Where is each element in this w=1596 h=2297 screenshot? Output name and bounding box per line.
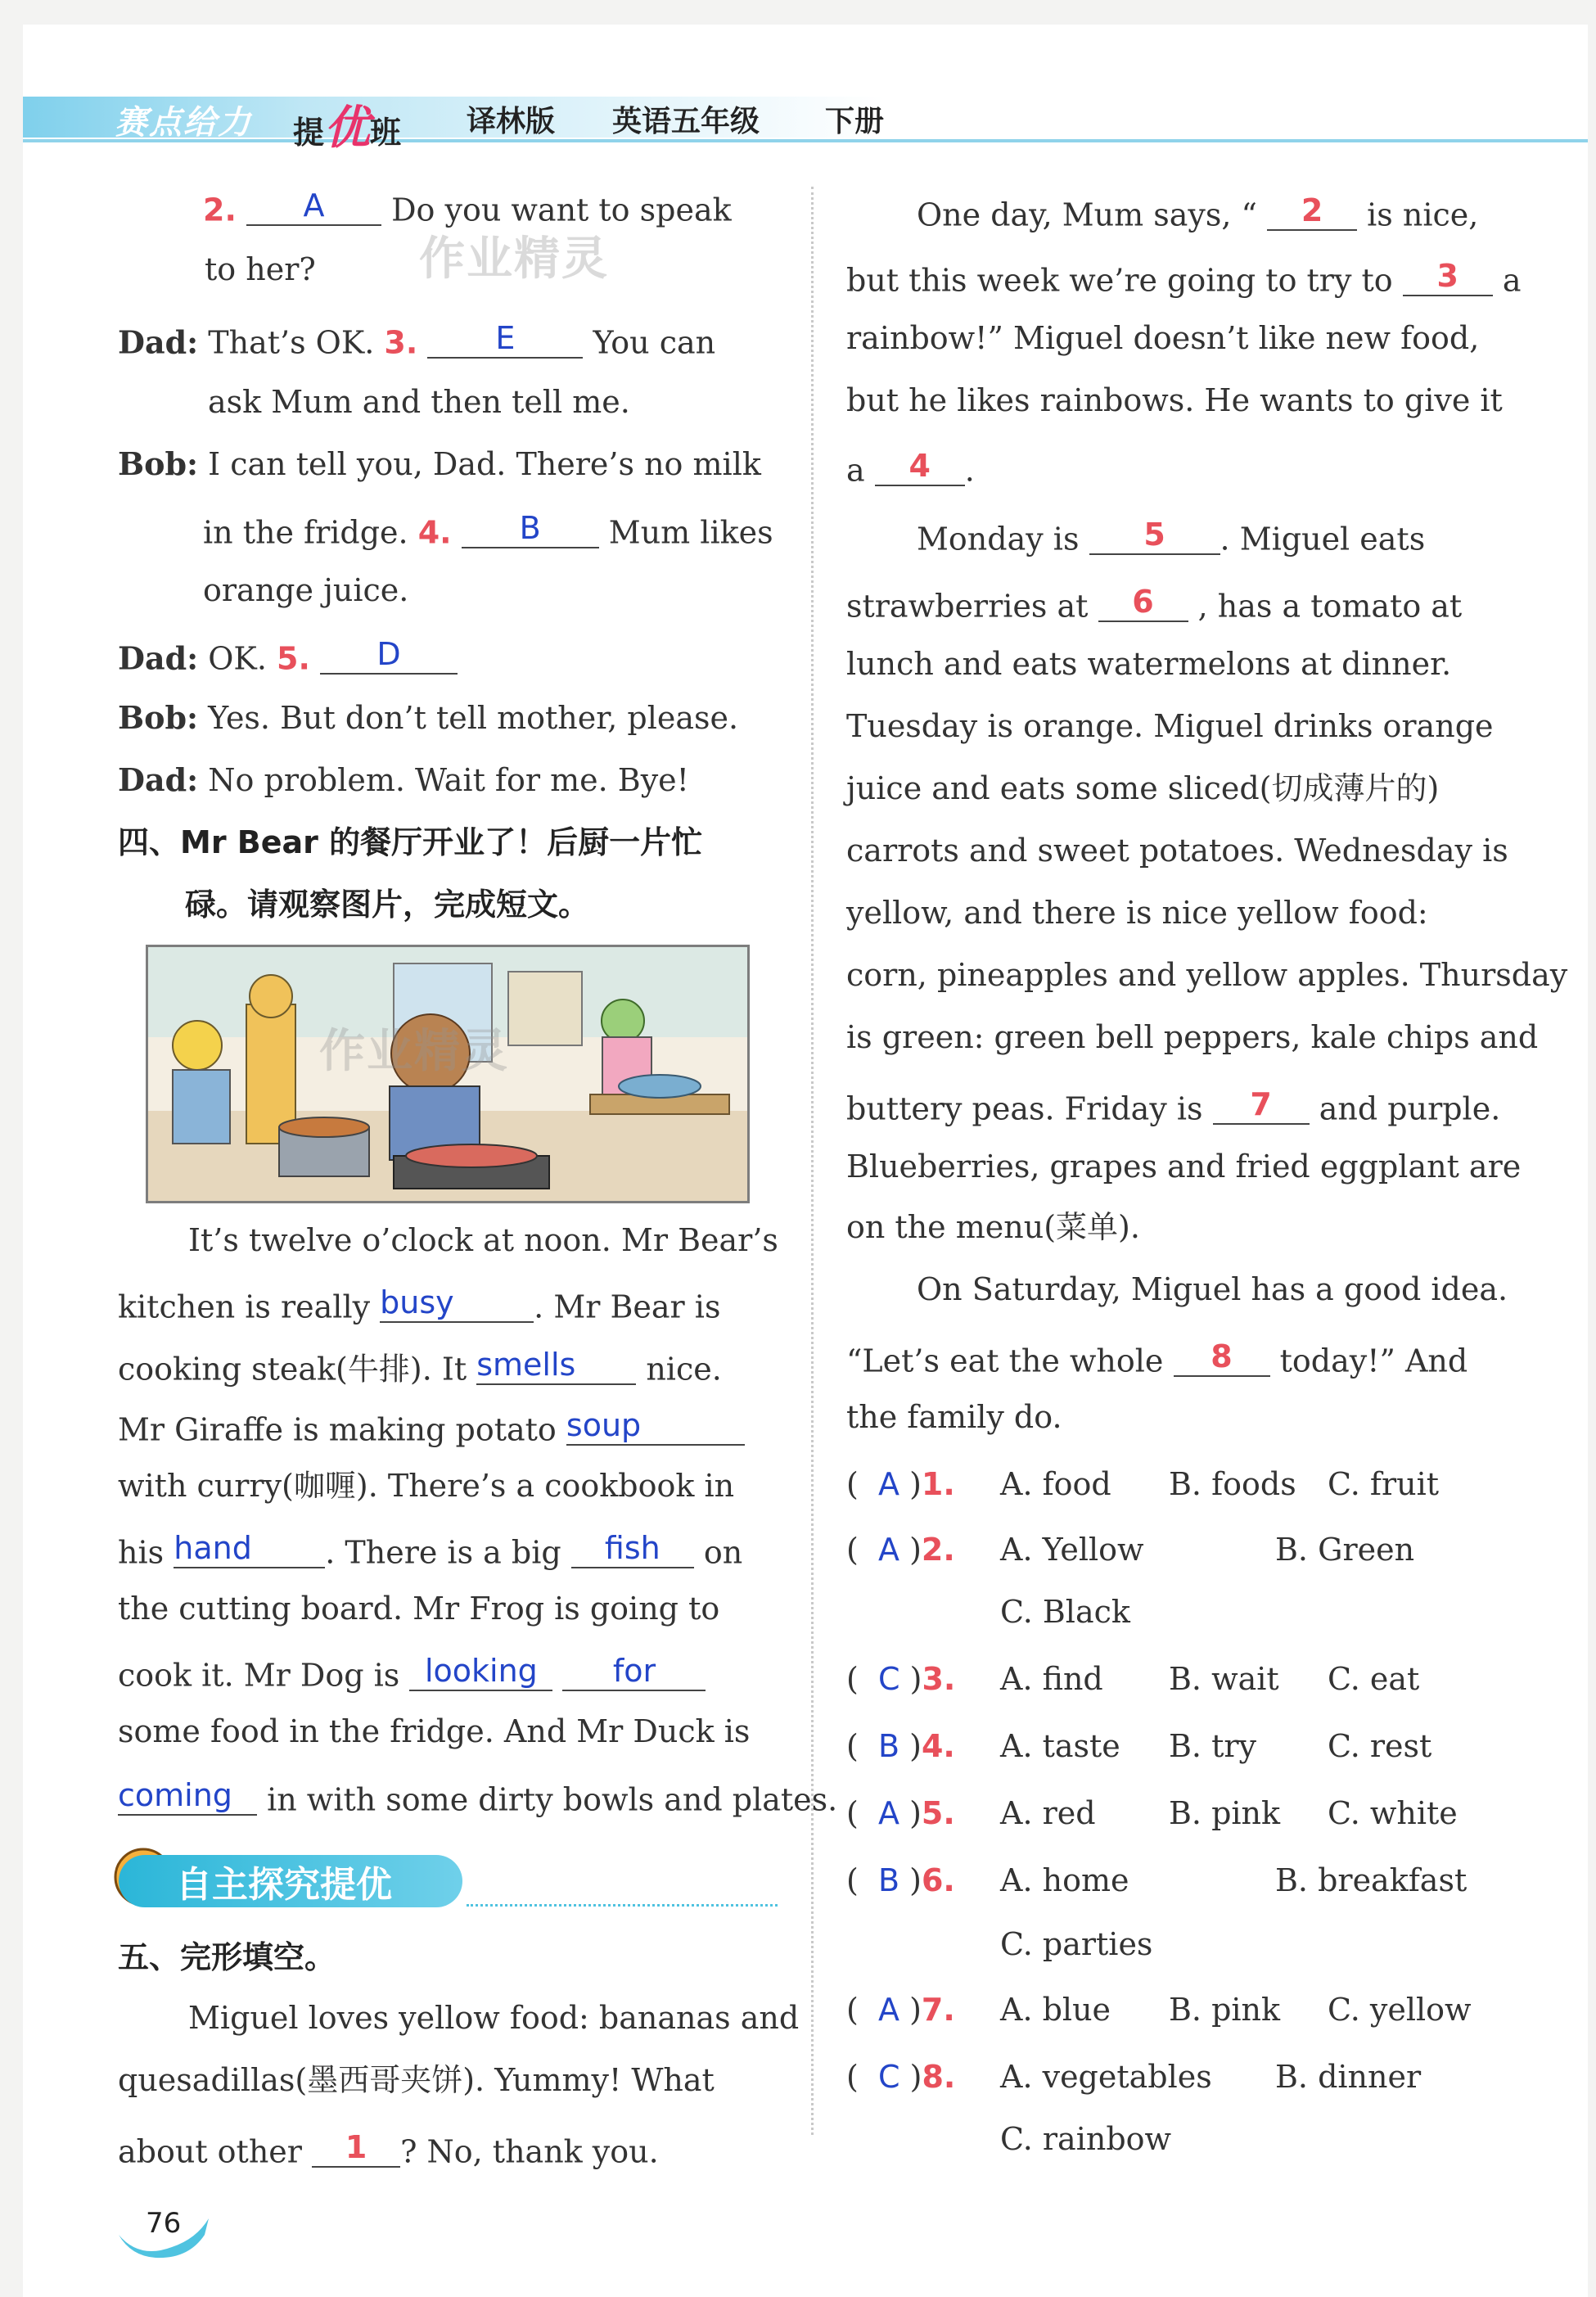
choice-paren: ( B )6. [846,1862,955,1898]
section-title-band [119,1855,462,1907]
passage-line: On Saturday, Miguel has a good idea. [917,1271,1508,1307]
passage-line: but this week we’re going to try to 3 a [846,258,1522,299]
passage-line: about other 1 ? No, thank you. [118,2129,659,2170]
choice-option[interactable]: C. white [1328,1795,1458,1831]
passage-line: lunch and eats watermelons at dinner. [846,646,1452,682]
watermark: 作业精灵 [319,1025,509,1078]
passage-line: with curry(咖喱). There’s a cookbook in [118,1468,735,1504]
choice-option[interactable]: A. vegetables [1000,2059,1212,2095]
brand-title: 赛点给力 [115,104,252,142]
passage-line: is green: green bell peppers, kale chips and [846,1019,1539,1055]
choice-paren: ( A )5. [846,1795,955,1831]
passage-line: cook it. Mr Dog is looking for [118,1654,706,1691]
passage-line: yellow, and there is nice yellow food: [846,895,1428,931]
choice-option[interactable]: B. dinner [1275,2059,1422,2095]
passage-line: coming in with some dirty bowls and plates. [118,1777,838,1818]
passage-line: buttery peas. Friday is 7 and purple. [846,1086,1501,1127]
page-number: 76 [146,2207,182,2240]
choice-option[interactable]: C. yellow [1328,1992,1472,2028]
passage-line: It’s twelve o’clock at noon. Mr Bear’s [188,1222,778,1258]
passage-line: the cutting board. Mr Frog is going to [118,1591,720,1627]
choice-option[interactable]: A. blue [1000,1992,1111,2028]
passage-line: quesadillas(墨西哥夹饼). Yummy! What [118,2062,715,2098]
passage-line: some food in the fridge. And Mr Duck is [118,1713,751,1749]
choice-option[interactable]: C. parties [1000,1926,1153,1962]
header-rule [23,139,1588,142]
dialogue-line: in the fridge. 4. B Mum likes [203,510,773,551]
choice-option[interactable]: A. food [1000,1466,1111,1502]
passage-line: carrots and sweet potatoes. Wednesday is [846,833,1508,869]
part5-title: 五、完形填空。 [118,1939,336,1975]
choice-paren: ( A )7. [846,1992,955,2028]
passage-line: on the menu(菜单). [846,1209,1140,1245]
dialogue-line: Bob: I can tell you, Dad. There’s no milk [118,445,761,482]
part4-title: 四、Mr Bear 的餐厅开业了！后厨一片忙 [118,824,703,860]
passage-line: kitchen is really busy . Mr Bear is [118,1284,721,1325]
choice-option[interactable]: C. eat [1328,1661,1420,1697]
passage-line: corn, pineapples and yellow apples. Thursday [846,957,1568,993]
dialogue-line: ask Mum and then tell me. [208,384,630,420]
watermark: 作业精灵 [419,232,609,286]
passage-line: Monday is 5 . Miguel eats [917,517,1426,557]
column-divider [811,187,814,2135]
passage-line: the family do. [846,1399,1062,1435]
choice-paren: ( A )2. [846,1532,955,1568]
passage-line: cooking steak(牛排). It smells nice. [118,1347,722,1388]
choice-option[interactable]: C. rest [1328,1728,1432,1764]
dialogue-line: Dad: OK. 5. D [118,637,458,675]
header-band [23,97,1588,138]
choice-paren: ( B )4. [846,1728,955,1764]
part4-title: 碌。请观察图片，完成短文。 [185,887,590,923]
passage-line: One day, Mum says, “ 2 is nice, [917,192,1479,233]
passage-line: Tuesday is orange. Miguel drinks orange [846,708,1494,744]
choice-option[interactable]: B. foods [1169,1466,1296,1502]
choice-option[interactable]: C. fruit [1328,1466,1440,1502]
passage-line: a 4 . [846,448,975,489]
dialogue-line: orange juice. [203,572,409,608]
choice-option[interactable]: A. find [1000,1661,1103,1697]
choice-option[interactable]: B. try [1169,1728,1256,1764]
passage-line: Miguel loves yellow food: bananas and [188,2000,800,2036]
choice-option[interactable]: B. breakfast [1275,1862,1468,1898]
dialogue-line: Dad: No problem. Wait for me. Bye! [118,761,689,798]
section-dots [467,1904,778,1907]
passage-line: but he likes rainbows. He wants to give it [846,382,1503,418]
dialogue-line: 2. A Do you want to speak [203,187,732,228]
choice-paren: ( C )3. [846,1661,956,1697]
choice-option[interactable]: B. pink [1169,1992,1281,2028]
choice-paren: ( A )1. [846,1466,955,1502]
subject-label: 英语五年级 [612,105,760,138]
choice-option[interactable]: A. home [1000,1862,1129,1898]
passage-line: “Let’s eat the whole 8 today!” And [846,1338,1468,1379]
choice-option[interactable]: A. Yellow [1000,1532,1144,1568]
passage-line: juice and eats some sliced(切成薄片的) [846,770,1440,806]
series-title: 提优班 [293,102,402,155]
choice-option[interactable]: C. rainbow [1000,2121,1172,2157]
choice-option[interactable]: A. red [1000,1795,1096,1831]
dialogue-line: Bob: Yes. But don’t tell mother, please. [118,699,739,736]
dialogue-line: to her? [205,251,316,287]
edition-label: 译林版 [467,105,556,138]
choice-option[interactable]: B. Green [1275,1532,1415,1568]
section-title: 自主探究提优 [176,1864,392,1906]
choice-option[interactable]: C. Black [1000,1594,1130,1630]
volume-label: 下册 [825,105,885,138]
choice-option[interactable]: B. pink [1169,1795,1281,1831]
passage-line: strawberries at 6 , has a tomato at [846,584,1463,625]
passage-line: his hand . There is a big fish on [118,1530,743,1571]
choice-option[interactable]: B. wait [1169,1661,1279,1697]
choice-paren: ( C )8. [846,2059,956,2095]
choice-option[interactable]: A. taste [1000,1728,1120,1764]
passage-line: rainbow!” Miguel doesn’t like new food, [846,320,1480,356]
passage-line: Mr Giraffe is making potato soup [118,1408,745,1446]
dialogue-line: Dad: That’s OK. 3. E You can [118,320,716,361]
passage-line: Blueberries, grapes and fried eggplant are [846,1148,1522,1185]
